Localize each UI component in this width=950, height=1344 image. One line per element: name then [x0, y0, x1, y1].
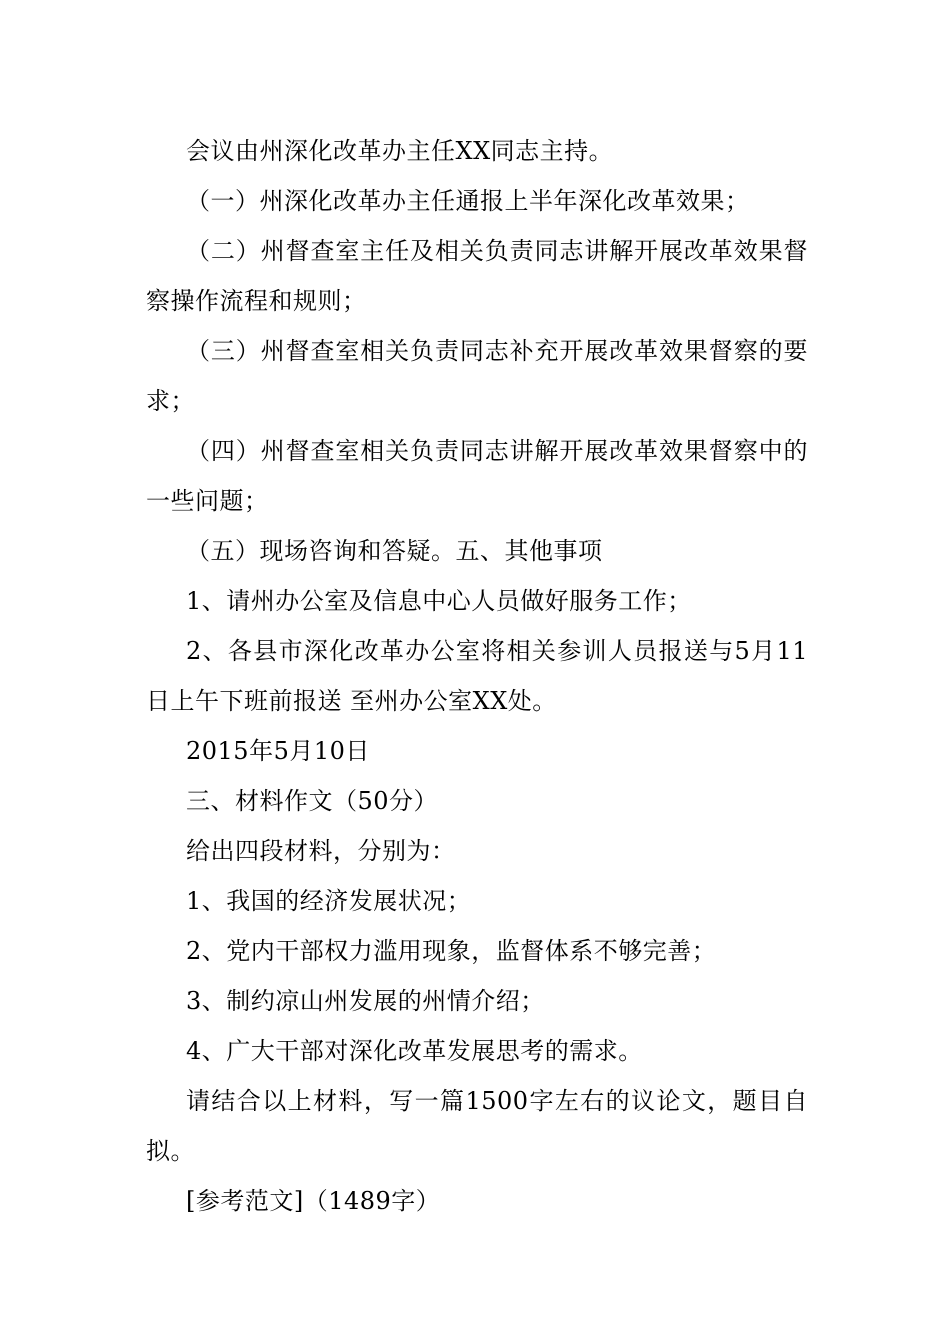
document-body — [146, 126, 808, 1226]
paragraph-materials-intro: 给出四段材料，分别为： — [186, 837, 456, 865]
paragraph-other-matter-1: 1、请州办公室及信息中心人员做好服务工作； — [186, 587, 692, 615]
paragraph-material-1: 1、我国的经济发展状况； — [186, 887, 472, 915]
paragraph-reference-essay: [参考范文]（1489字） — [186, 1187, 441, 1215]
paragraph-essay-instruction: 请结合以上材料，写一篇1500字左右的议论文，题目自拟。 — [146, 1087, 808, 1165]
paragraph-agenda-item-3: （三）州督查室相关负责同志补充开展改革效果督察的要求； — [146, 337, 808, 415]
section-heading-essay: 三、材料作文（50分） — [186, 787, 439, 815]
paragraph-other-matter-2: 2、各县市深化改革办公室将相关参训人员报送与5月11日上午下班前报送 至州办公室XX处。 — [146, 637, 808, 715]
paragraph-material-2: 2、党内干部权力滥用现象，监督体系不够完善； — [186, 937, 717, 965]
paragraph-meeting-host: 会议由州深化改革办主任XX同志主持。 — [186, 137, 614, 165]
paragraph-date: 2015年5月10日 — [186, 737, 370, 765]
paragraph-agenda-item-4: （四）州督查室相关负责同志讲解开展改革效果督察中的一些问题； — [146, 437, 808, 515]
paragraph-agenda-item-1: （一）州深化改革办主任通报上半年深化改革效果； — [186, 187, 750, 215]
paragraph-agenda-item-5: （五）现场咨询和答疑。五、其他事项 — [186, 537, 603, 565]
paragraph-material-3: 3、制约凉山州发展的州情介绍； — [186, 987, 545, 1015]
paragraph-material-4: 4、广大干部对深化改革发展思考的需求。 — [186, 1037, 643, 1065]
paragraph-agenda-item-2: （二）州督查室主任及相关负责同志讲解开展改革效果督察操作流程和规则； — [146, 237, 808, 315]
